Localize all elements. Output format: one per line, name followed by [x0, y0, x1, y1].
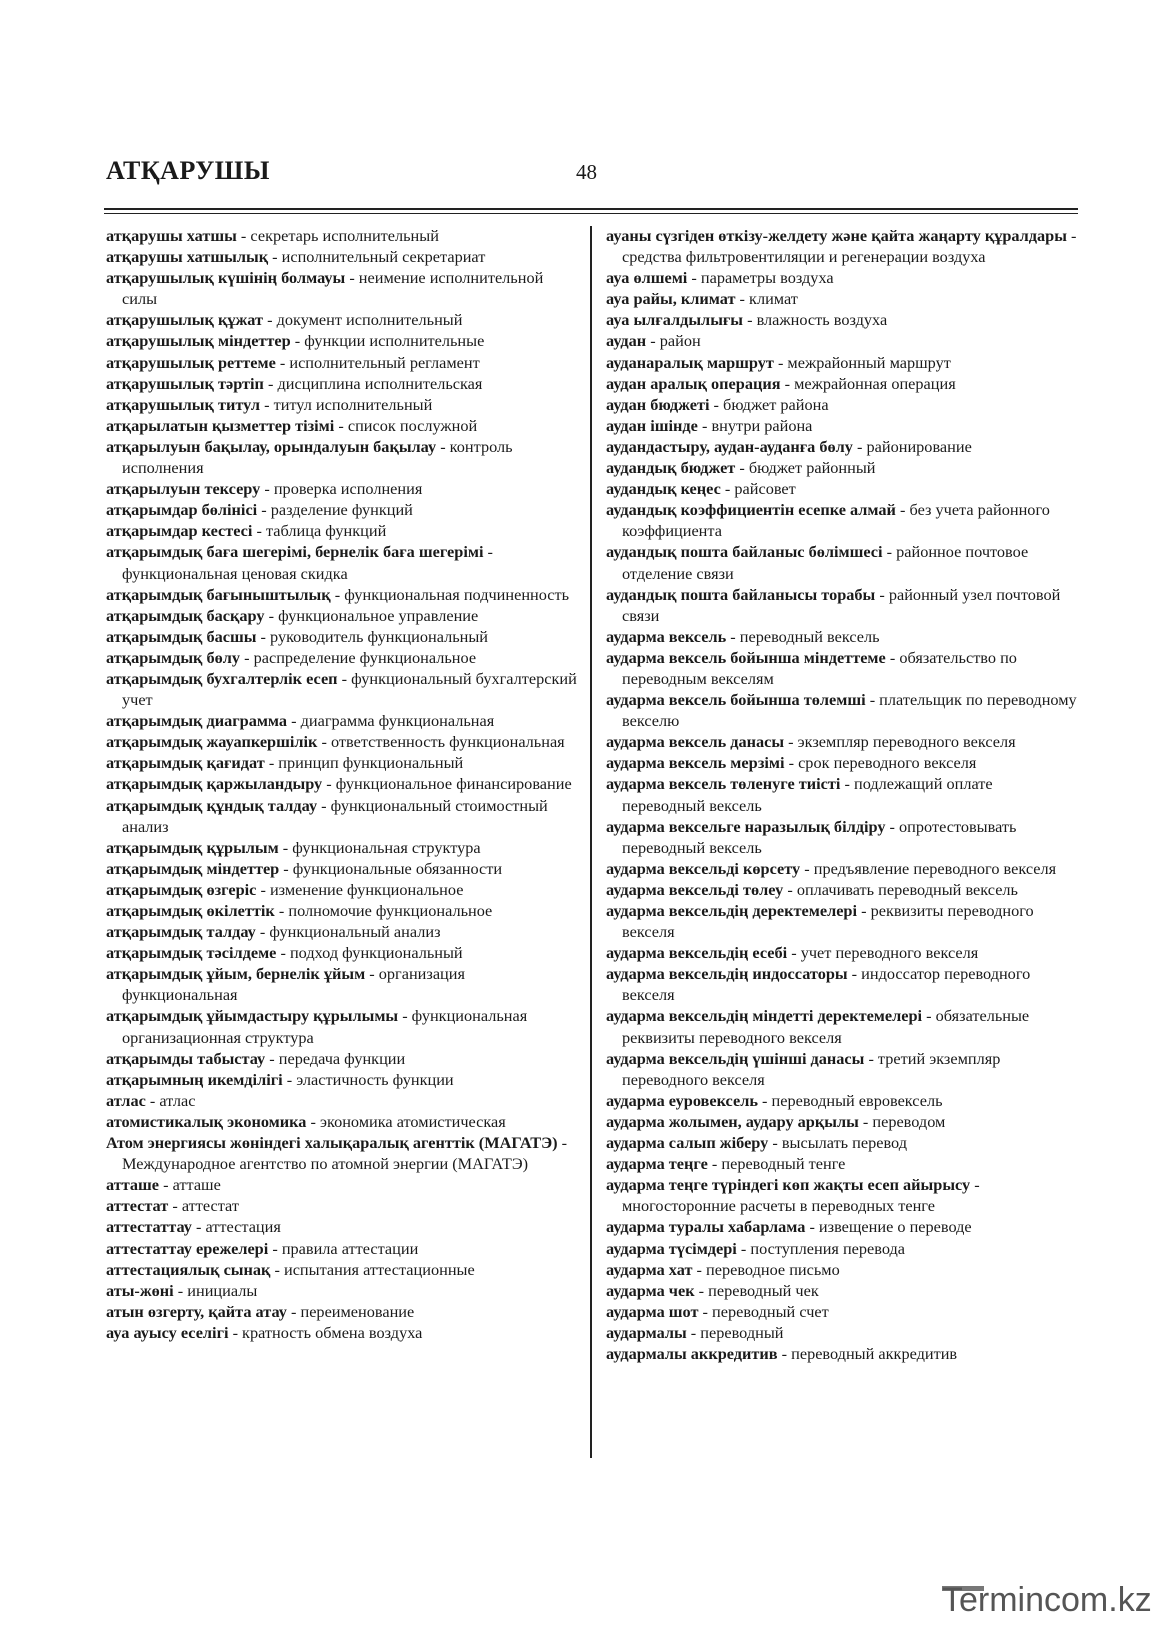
dictionary-entry	[606, 1153, 1078, 1174]
dictionary-entry	[106, 330, 580, 351]
entry-definition: - параметры воздуха	[687, 268, 834, 288]
entry-term: аударма туралы хабарлама	[606, 1217, 806, 1237]
dictionary-entry	[106, 752, 580, 773]
entry-term: аударма чек	[606, 1280, 695, 1300]
dictionary-entry	[106, 605, 580, 626]
entry-definition: - дисциплина исполнительская	[263, 373, 483, 393]
dictionary-entry	[606, 309, 1078, 330]
dictionary-entry	[106, 900, 580, 921]
entry-definition: - таблица функций	[252, 521, 387, 541]
entry-term: аударма вексельдің үшінші данасы	[606, 1048, 865, 1068]
entry-definition: - опротестовывать переводный вексель	[622, 816, 1017, 857]
dictionary-entry	[106, 942, 580, 963]
entry-term: аударма еуровексель	[606, 1090, 758, 1110]
dictionary-entry	[106, 795, 580, 837]
dictionary-entry	[106, 1174, 580, 1195]
dictionary-entry	[606, 1005, 1078, 1047]
entry-definition: - переводный евровексель	[757, 1090, 943, 1110]
entry-definition: - средства фильтровентиляции и регенерации воздуха	[622, 226, 1077, 267]
entry-term: аты-жөні	[106, 1280, 174, 1300]
entry-term: Атом энергиясы жөніндегі халықаралық агенттік (МАГАТЭ)	[106, 1133, 558, 1153]
entry-term: атқарымдық бөлу	[106, 647, 241, 667]
dictionary-entry	[606, 1280, 1078, 1301]
entry-term: аудандық бюджет	[606, 458, 736, 478]
dictionary-entry	[106, 837, 580, 858]
dictionary-entry	[606, 1301, 1078, 1322]
entry-definition: - переводом	[858, 1111, 946, 1131]
dictionary-entry	[106, 225, 580, 246]
entry-definition: - функциональные обязанности	[279, 858, 503, 878]
entry-definition: - переводный	[686, 1322, 784, 1342]
entry-definition: - организация функциональная	[122, 964, 465, 1005]
entry-term: аудан бюджеті	[606, 394, 710, 414]
entry-definition: - подлежащий оплате переводный вексель	[622, 774, 993, 815]
dictionary-entry	[106, 626, 580, 647]
entry-definition: - межрайонная операция	[780, 373, 956, 393]
page-number: 48	[576, 160, 597, 184]
entry-term: атқарушылық құжат	[106, 310, 264, 330]
entry-definition: - руководитель функциональный	[256, 626, 488, 646]
entry-term: ауданаралық маршрут	[606, 352, 774, 372]
entry-definition: - аттестат	[168, 1196, 239, 1216]
entry-term: атқарымдық бағыныштылық	[106, 584, 331, 604]
entry-term: аудан аралық операция	[606, 373, 781, 393]
entry-definition: - экземпляр переводного векселя	[784, 732, 1016, 752]
entry-definition: - контроль исполнения	[122, 436, 513, 478]
entry-term: атқарымдық диаграмма	[106, 711, 288, 731]
dictionary-entry	[606, 352, 1078, 373]
entry-definition: - функциональная подчиненность	[330, 584, 570, 604]
entry-definition: - кратность обмена воздуха	[228, 1322, 423, 1342]
dictionary-entry	[106, 436, 580, 478]
entry-definition: - переименование	[286, 1301, 415, 1321]
dictionary-entry	[106, 731, 580, 752]
entry-term: аударма вексельдің индоссаторы	[606, 964, 848, 984]
dictionary-entry	[106, 478, 580, 499]
dictionary-entry	[606, 1259, 1078, 1280]
entry-term: аударма теңге	[606, 1154, 708, 1174]
dictionary-entry	[106, 309, 580, 330]
entry-definition: - неимение исполнительной силы	[122, 268, 544, 309]
entry-definition: - извещение о переводе	[805, 1217, 972, 1237]
entry-term: аударма салып жіберу	[606, 1133, 769, 1153]
entry-term: аударма вексельді көрсету	[606, 858, 801, 878]
entry-term: ауа өлшемі	[606, 268, 688, 288]
dictionary-entry	[606, 373, 1078, 394]
entry-term: атқарушылық міндеттер	[106, 331, 291, 351]
entry-term: аттестаттау ережелері	[106, 1238, 269, 1258]
entry-term: аударма вексельдің есебі	[606, 943, 788, 963]
entry-term: аудармалы аккредитив	[606, 1343, 778, 1363]
entry-term: атқарымдық жауапкершілік	[106, 732, 318, 752]
entry-definition: - ответственность функциональная	[317, 732, 565, 752]
dictionary-entry	[106, 1301, 580, 1322]
entry-term: атқарымдық ұйымдастыру құрылымы	[106, 1006, 399, 1026]
entry-definition: - аттестация	[191, 1217, 281, 1237]
dictionary-entry	[106, 352, 580, 373]
dictionary-entry	[106, 1195, 580, 1216]
entry-definition: - районное почтовое отделение связи	[622, 542, 1029, 583]
entry-term: атқарымдық басшы	[106, 626, 257, 646]
entry-term: атқарылуын тексеру	[106, 479, 261, 499]
entry-definition: - исполнительный регламент	[275, 352, 480, 372]
dictionary-entry	[606, 1132, 1078, 1153]
dictionary-entry	[106, 1132, 580, 1174]
entry-term: аудан	[606, 331, 647, 351]
entry-definition: - функциональное управление	[264, 605, 479, 625]
dictionary-entry	[606, 752, 1078, 773]
dictionary-entry	[106, 858, 580, 879]
entry-definition: - третий экземпляр переводного векселя	[622, 1048, 1001, 1089]
right-column	[606, 225, 1078, 1364]
dictionary-entry	[606, 942, 1078, 963]
dictionary-entry	[106, 668, 580, 710]
dictionary-entry	[606, 436, 1078, 457]
dictionary-entry	[106, 499, 580, 520]
dictionary-entry	[606, 584, 1078, 626]
dictionary-entry	[606, 541, 1078, 583]
entry-term: аударма вексель бойынша міндеттеме	[606, 647, 886, 667]
entry-term: аударма хат	[606, 1259, 693, 1279]
dictionary-entry	[106, 879, 580, 900]
entry-definition: - предъявление переводного векселя	[800, 858, 1057, 878]
entry-term: атқарымдық басқару	[106, 605, 265, 625]
entry-definition: - Международное агентство по атомной энергии (МАГАТЭ)	[122, 1133, 568, 1174]
left-column	[106, 225, 580, 1343]
entry-term: ауа ауысу еселігі	[106, 1322, 229, 1342]
entry-definition: - климат	[735, 289, 798, 309]
entry-definition: - принцип функциональный	[264, 753, 464, 773]
entry-definition: - высылать перевод	[768, 1133, 908, 1153]
entry-definition: - индоссатор переводного векселя	[622, 964, 1031, 1005]
entry-term: ауа ылғалдылығы	[606, 310, 744, 330]
entry-term: атқарымдық өзгеріс	[106, 879, 257, 899]
entry-definition: - атлас	[145, 1090, 196, 1110]
dictionary-entry	[106, 773, 580, 794]
entry-term: атқарушы хатшы	[106, 226, 237, 245]
entry-definition: - межрайонный маршрут	[773, 352, 951, 372]
entry-definition: - многосторонние расчеты в переводных тенге	[622, 1175, 980, 1216]
dictionary-entry	[106, 1216, 580, 1237]
entry-definition: - обязательные реквизиты переводного векселя	[622, 1006, 1030, 1047]
entry-term: аударма түсімдері	[606, 1238, 737, 1258]
entry-definition: - функциональное финансирование	[322, 774, 572, 794]
entry-term: аударма вексель	[606, 626, 727, 646]
column-divider	[590, 226, 592, 1458]
dictionary-entry	[106, 1069, 580, 1090]
dictionary-entry	[606, 1343, 1078, 1364]
dictionary-entry	[106, 584, 580, 605]
entry-term: аударма вексель бойынша төлемші	[606, 690, 866, 710]
entry-term: атқарымның икемділігі	[106, 1069, 283, 1089]
entry-definition: - поступления перевода	[736, 1238, 906, 1258]
entry-definition: - бюджет района	[709, 394, 829, 414]
entry-definition: - проверка исполнения	[260, 479, 423, 499]
dictionary-entry	[606, 225, 1078, 267]
entry-term: атқарымдық баға шегерімі, бернелік баға шегерімі	[106, 542, 484, 562]
dictionary-entry	[606, 900, 1078, 942]
entry-definition: - переводный счет	[698, 1301, 829, 1321]
entry-definition: - подход функциональный	[276, 943, 463, 963]
entry-definition: - атташе	[159, 1175, 221, 1195]
header-rule-thin	[104, 213, 1078, 214]
dictionary-entry	[606, 457, 1078, 478]
entry-term: атқарушылық тәртіп	[106, 373, 264, 393]
entry-term: атқарымдар кестесі	[106, 521, 253, 541]
entry-term: аударма вексель төленуге тиісті	[606, 774, 841, 794]
entry-definition: - секретарь исполнительный	[236, 226, 439, 245]
entry-definition: - переводное письмо	[692, 1259, 840, 1279]
dictionary-entry	[106, 415, 580, 436]
dictionary-entry	[606, 1174, 1078, 1216]
entry-term: аударма вексельді төлеу	[606, 879, 784, 899]
entry-definition: - районирование	[852, 436, 972, 456]
entry-definition: - функциональный бухгалтерский учет	[122, 668, 577, 710]
entry-term: аударма вексельдің деректемелері	[606, 901, 858, 920]
dictionary-entry	[106, 1111, 580, 1132]
entry-term: аттестациялық сынақ	[106, 1259, 271, 1279]
entry-definition: - передача функции	[265, 1048, 406, 1068]
entry-term: атқарушылық титул	[106, 394, 261, 414]
entry-definition: - испытания аттестационные	[270, 1259, 475, 1279]
entry-term: атқарымдық ұйым, бернелік ұйым	[106, 964, 366, 984]
entry-definition: - функциональная организационная структура	[122, 1006, 528, 1047]
dictionary-entry	[106, 541, 580, 583]
header-rule-thick	[104, 208, 1078, 210]
entry-definition: - переводный вексель	[726, 626, 880, 646]
entry-definition: - оплачивать переводный вексель	[783, 879, 1018, 899]
dictionary-entry	[606, 773, 1078, 815]
dictionary-entry	[606, 1238, 1078, 1259]
entry-definition: - изменение функциональное	[256, 879, 464, 899]
entry-term: атташе	[106, 1175, 160, 1195]
entry-definition: - диаграмма функциональная	[287, 711, 495, 731]
dictionary-entry	[106, 1259, 580, 1280]
entry-term: аударма вексель данасы	[606, 732, 785, 752]
entry-term: атқарымдық қағидат	[106, 753, 265, 773]
entry-definition: - райсовет	[720, 479, 796, 499]
entry-term: аударма жолымен, аудару арқылы	[606, 1111, 859, 1131]
entry-definition: - переводный аккредитив	[777, 1343, 958, 1363]
dictionary-entry	[606, 1111, 1078, 1132]
entry-term: атқарымдық құрылым	[106, 837, 279, 857]
entry-term: ауа райы, климат	[606, 289, 736, 309]
entry-term: атқарымдық тәсілдеме	[106, 943, 277, 963]
entry-definition: - влажность воздуха	[743, 310, 888, 330]
dictionary-entry	[106, 1048, 580, 1069]
entry-term: ауаны сүзгіден өткізу-желдету және қайта жаңарту құралдары	[606, 226, 1067, 245]
entry-term: атқарымды табыстау	[106, 1048, 266, 1068]
dictionary-entry	[106, 1322, 580, 1343]
dictionary-entry	[106, 963, 580, 1005]
entry-definition: - документ исполнительный	[263, 310, 463, 330]
entry-term: атқарылуын бақылау, орындалуын бақылау	[106, 436, 437, 456]
entry-term: атқарушы хатшылық	[106, 247, 269, 267]
entry-term: атлас	[106, 1090, 146, 1110]
dictionary-entry	[606, 1090, 1078, 1111]
dictionary-entry	[606, 1322, 1078, 1343]
dictionary-entry	[606, 267, 1078, 288]
entry-definition: - функциональный стоимостный анализ	[122, 795, 548, 836]
entry-term: атқарушылық реттеме	[106, 352, 276, 372]
entry-definition: - правила аттестации	[268, 1238, 419, 1258]
entry-definition: - обязательство по переводным векселям	[622, 647, 1017, 688]
entry-definition: - эластичность функции	[282, 1069, 454, 1089]
dictionary-entry	[106, 1005, 580, 1047]
entry-definition: - без учета районного коэффициента	[622, 500, 1050, 541]
entry-term: аударма шот	[606, 1301, 699, 1321]
entry-definition: - экономика атомистическая	[306, 1111, 506, 1131]
entry-definition: - разделение функций	[257, 500, 413, 520]
entry-term: аудандық пошта байланысы торабы	[606, 584, 876, 604]
dictionary-entry	[606, 816, 1078, 858]
entry-term: аудандық коэффициентін есепке алмай	[606, 500, 896, 520]
entry-definition: - бюджет районный	[735, 458, 876, 478]
dictionary-entry	[106, 921, 580, 942]
dictionary-entry	[106, 394, 580, 415]
entry-definition: - функциональная структура	[278, 837, 481, 857]
dictionary-entry	[106, 520, 580, 541]
entry-term: аттестаттау	[106, 1217, 192, 1237]
entry-definition: - функции исполнительные	[290, 331, 485, 351]
dictionary-entry	[606, 879, 1078, 900]
entry-term: атқарымдық бухгалтерлік есеп	[106, 668, 338, 688]
entry-definition: - районный узел почтовой связи	[622, 584, 1061, 625]
entry-term: аударма вексельге наразылық білдіру	[606, 816, 886, 836]
dictionary-entry	[106, 1280, 580, 1301]
dictionary-entry	[606, 689, 1078, 731]
entry-term: атқарымдар бөлінісі	[106, 500, 258, 520]
dictionary-entry	[606, 731, 1078, 752]
dictionary-entry	[606, 626, 1078, 647]
entry-definition: - срок переводного векселя	[784, 753, 977, 773]
entry-term: аудармалы	[606, 1322, 687, 1342]
entry-term: атқарылатын қызметтер тізімі	[106, 415, 335, 435]
dictionary-entry	[606, 415, 1078, 436]
entry-term: аударма теңге түріндегі көп жақты есеп айырысу	[606, 1175, 971, 1195]
dictionary-entry	[606, 1216, 1078, 1237]
entry-definition: - полномочие функциональное	[274, 901, 493, 920]
entry-definition: - внутри района	[697, 415, 813, 435]
dictionary-entry	[106, 267, 580, 309]
entry-term: атқарымдық талдау	[106, 922, 256, 942]
entry-term: атқарымдық қаржыландыру	[106, 774, 323, 794]
dictionary-entry	[106, 1090, 580, 1111]
dictionary-entry	[106, 246, 580, 267]
entry-definition: - инициалы	[173, 1280, 258, 1300]
page-header-word: АТҚАРУШЫ	[106, 156, 270, 185]
entry-definition: - плательщик по переводному векселю	[622, 690, 1077, 731]
entry-definition: - реквизиты переводного векселя	[622, 901, 1034, 942]
dictionary-entry	[106, 647, 580, 668]
entry-term: атомистикалық экономика	[106, 1111, 307, 1131]
entry-term: аудан ішінде	[606, 415, 698, 435]
dictionary-entry	[606, 330, 1078, 351]
entry-definition: - функциональный анализ	[255, 922, 441, 942]
dictionary-entry	[106, 710, 580, 731]
dictionary-entry	[606, 288, 1078, 309]
entry-definition: - район	[646, 331, 701, 351]
entry-term: атқарымдық құндық талдау	[106, 795, 318, 815]
entry-definition: - переводный тенге	[707, 1154, 846, 1174]
entry-term: атқарымдық міндеттер	[106, 858, 280, 878]
dictionary-entry	[606, 478, 1078, 499]
entry-term: аудандық пошта байланыс бөлімшесі	[606, 542, 883, 562]
dictionary-entry	[606, 1048, 1078, 1090]
entry-term: аудандық кеңес	[606, 479, 721, 499]
entry-definition: - переводный чек	[694, 1280, 819, 1300]
entry-definition: - список послужной	[334, 415, 478, 435]
entry-term: атқарушылық күшінің болмауы	[106, 268, 346, 288]
dictionary-entry	[106, 373, 580, 394]
entry-term: аударма вексель мерзімі	[606, 753, 785, 773]
dictionary-entry	[606, 963, 1078, 1005]
termincom-logo: Termincom.kz	[942, 1581, 1152, 1619]
entry-definition: - функциональная ценовая скидка	[122, 542, 493, 583]
entry-term: аударма вексельдің міндетті деректемелері	[606, 1006, 923, 1026]
entry-definition: - распределение функциональное	[240, 647, 477, 667]
dictionary-entry	[606, 499, 1078, 541]
dictionary-entry	[606, 858, 1078, 879]
dictionary-entry	[106, 1238, 580, 1259]
entry-definition: - титул исполнительный	[260, 394, 433, 414]
entry-definition: - учет переводного векселя	[787, 943, 979, 963]
entry-term: аудандастыру, аудан-ауданға бөлу	[606, 436, 853, 456]
entry-definition: - исполнительный секретариат	[268, 247, 486, 267]
dictionary-entry	[606, 647, 1078, 689]
entry-term: аттестат	[106, 1196, 169, 1216]
entry-term: атқарымдық өкілеттік	[106, 901, 275, 920]
entry-term: атын өзгерту, қайта атау	[106, 1301, 287, 1321]
dictionary-entry	[606, 394, 1078, 415]
